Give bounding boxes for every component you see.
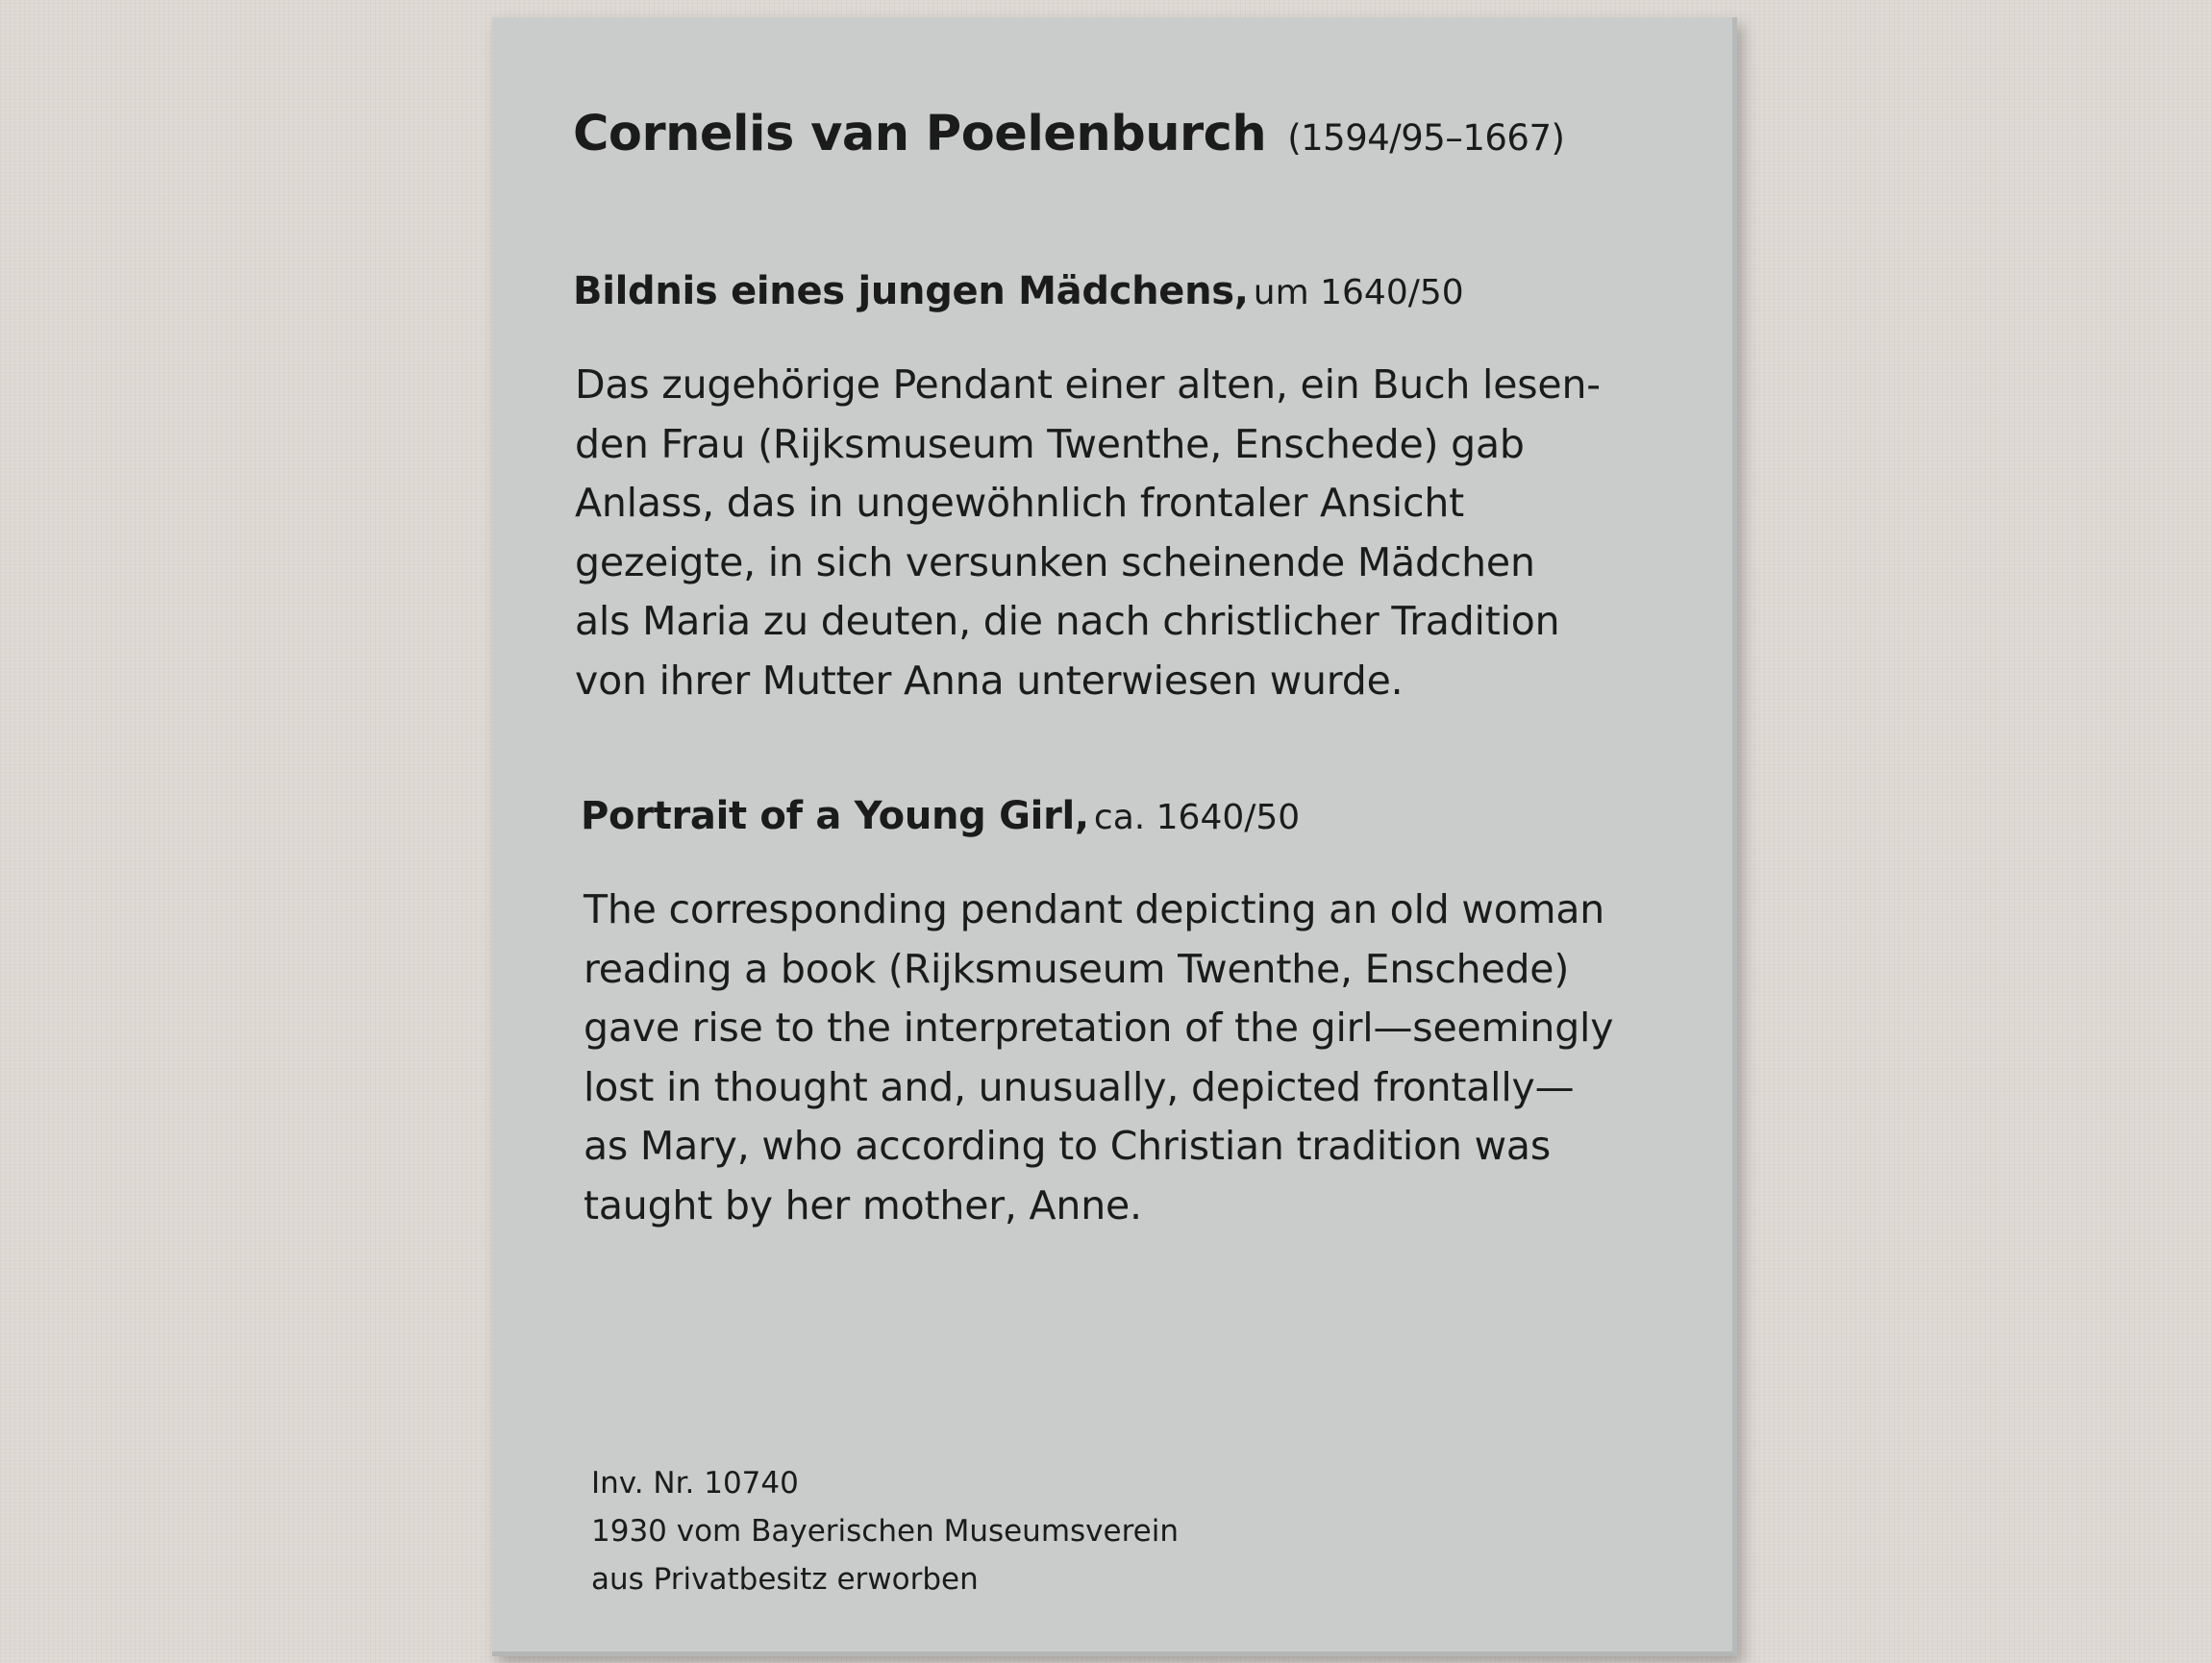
inventory-number: Inv. Nr. 10740 [591,1466,799,1501]
german-artwork-title: Bildnis eines jungen Mädchens, [573,269,1249,313]
museum-label-plaque [492,17,1737,1656]
english-description-line: The corresponding pendant depicting an old woman [584,886,1605,932]
english-description-line: reading a book (Rijksmuseum Twenthe, Enschede) [584,945,1570,992]
german-description [575,356,1601,710]
english-description-line: gave rise to the interpretation of the girl—seemingly [584,1005,1614,1051]
german-description-line: gezeigte, in sich versunken scheinende Mädchen [575,538,1535,585]
english-artwork-title: Portrait of a Young Girl, [581,794,1089,838]
german-description-line: den Frau (Rijksmuseum Twenthe, Enschede) gab [575,420,1525,467]
provenance-line: 1930 vom Bayerischen Museumsverein [591,1514,1179,1549]
english-description-line: as Mary, who according to Christian tradition was [584,1123,1552,1169]
english-artwork-date: ca. 1640/50 [1093,798,1301,837]
english-description-line: lost in thought and, unusually, depicted frontally— [584,1063,1575,1110]
german-artwork-date: um 1640/50 [1253,273,1464,312]
provenance-line: aus Privatbesitz erworben [591,1562,979,1597]
english-title-line [581,794,1300,838]
english-description [584,881,1613,1235]
german-description-line: von ihrer Mutter Anna unterwiesen wurde. [575,657,1404,704]
german-description-line: Das zugehörige Pendant einer alten, ein Buch lesen- [575,361,1601,408]
german-description-line: Anlass, das in ungewöhnlich frontaler Ansicht [575,480,1464,526]
english-description-line: taught by her mother, Anne. [584,1181,1142,1229]
artist-heading [573,106,1564,162]
artist-name: Cornelis van Poelenburch [573,106,1267,162]
german-title-line [573,269,1464,313]
artist-life-dates: (1594/95–1667) [1287,117,1565,159]
acquisition-footer [591,1459,1179,1603]
german-description-line: als Maria zu deuten, die nach christlicher Tradition [575,598,1560,644]
